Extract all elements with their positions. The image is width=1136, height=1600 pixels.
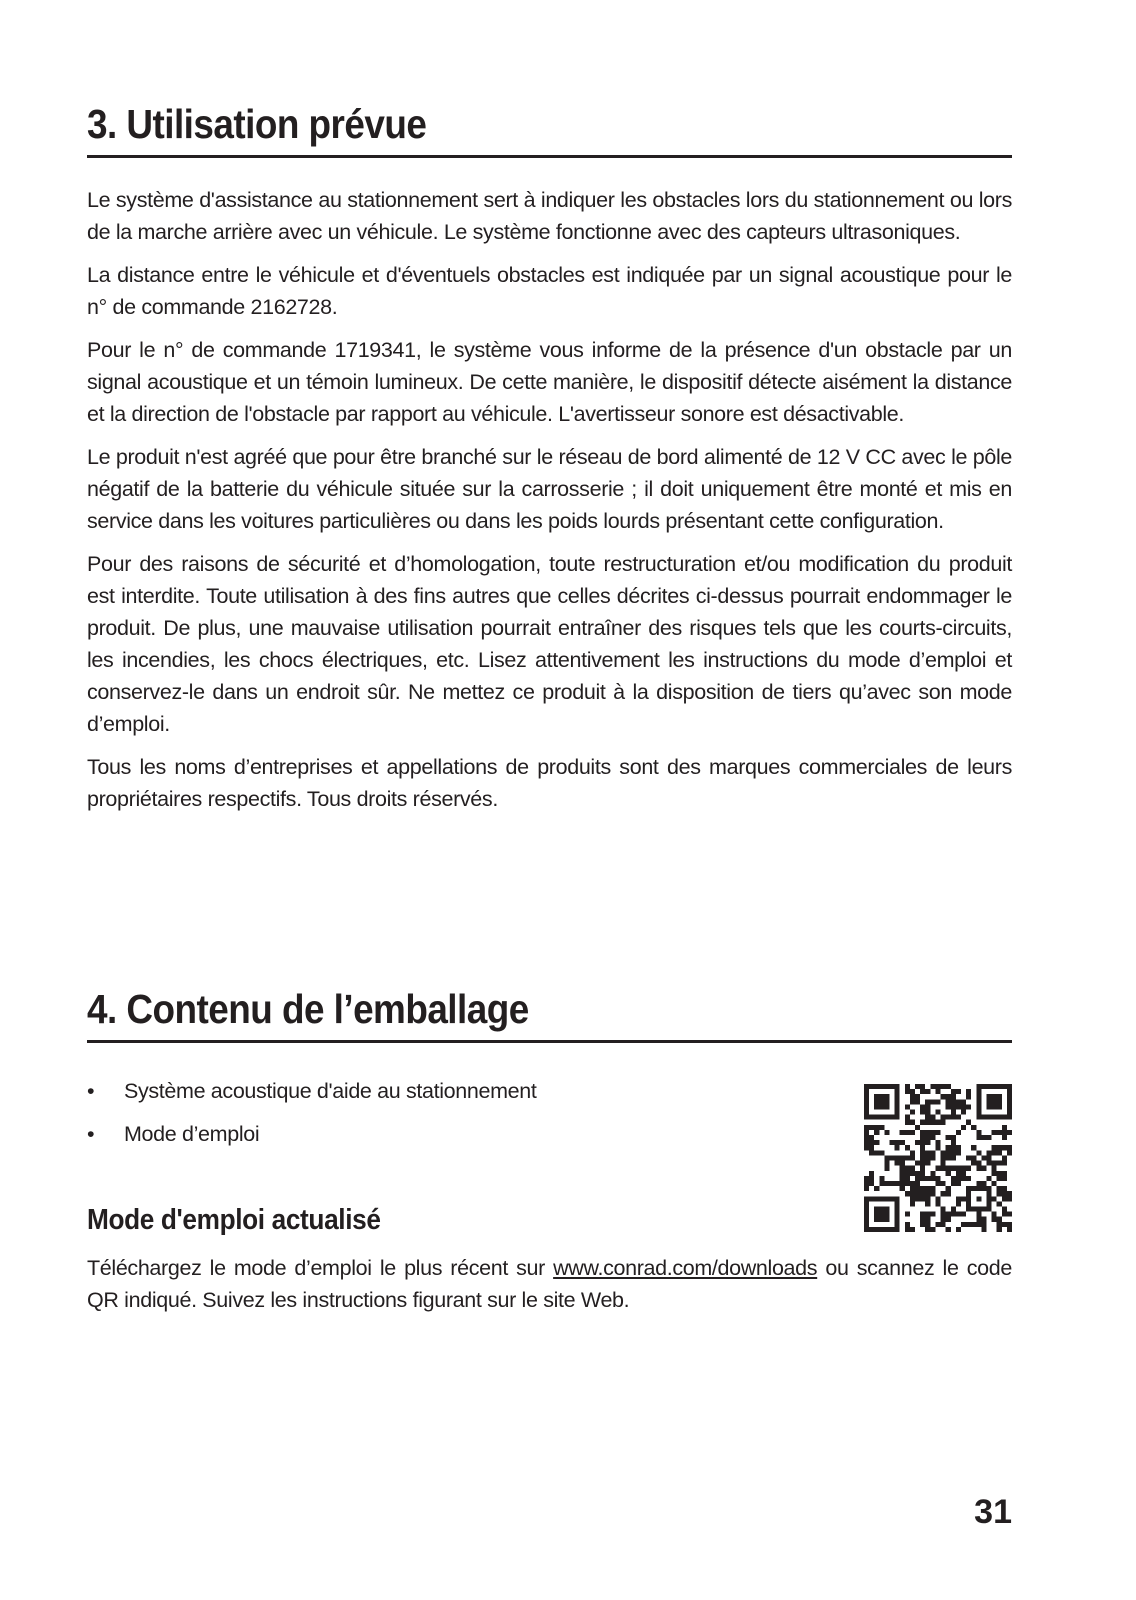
bullet-icon: • xyxy=(87,1079,95,1103)
downloads-link[interactable]: www.conrad.com/downloads xyxy=(553,1256,818,1280)
document-page xyxy=(87,0,1012,1600)
page-number: 31 xyxy=(974,1493,1012,1531)
package-contents-list xyxy=(87,1075,787,1161)
list-item-label: Mode d’emploi xyxy=(124,1122,260,1146)
updated-manual-heading: Mode d'emploi actualisé xyxy=(87,1204,381,1236)
paragraph: Pour des raisons de sécurité et d’homologation, toute restructuration et/ou modification du produit est interdite. Toute utilisation à des fins autres que celles décrites ci-dessus pourrait endommager le produit. De plus, une mauvaise utilisation pourrait entraîner des risques tels que les courts-circuits, les incendies, les chocs électriques, etc. Lisez attentivement les instructions du mode d’emploi et conservez-le dans un endroit sûr. Ne mettez ce produit à la disposition de tiers qu’avec son mode d’emploi. xyxy=(87,552,1012,736)
list-item xyxy=(87,1075,787,1107)
paragraph: La distance entre le véhicule et d'éventuels obstacles est indiquée par un signal acoustique pour le n° de commande 2162728. xyxy=(87,263,1012,319)
section-3-body xyxy=(87,184,1012,815)
paragraph: Le système d'assistance au stationnement sert à indiquer les obstacles lors du stationnement ou lors de la marche arrière avec un véhicule. Le système fonctionne avec des capteurs ultrasoniques. xyxy=(87,188,1012,244)
paragraph: Tous les noms d’entreprises et appellations de produits sont des marques commerciales de leurs propriétaires respectifs. Tous droits réservés. xyxy=(87,755,1012,811)
qr-code-icon[interactable] xyxy=(864,1084,1012,1232)
paragraph xyxy=(87,1252,1012,1316)
paragraph: Pour le n° de commande 1719341, le système vous informe de la présence d'un obstacle par un signal acoustique et un témoin lumineux. De cette manière, le dispositif détecte aisément la distance et la direction de l'obstacle par rapport au véhicule. L'avertisseur sonore est désactivable. xyxy=(87,338,1012,426)
section-3-rule xyxy=(87,155,1012,158)
download-text-after: ou scannez le code QR indiqué. Suivez les instructions figurant sur le site Web. xyxy=(87,1256,1012,1312)
section-3-title: 3. Utilisation prévue xyxy=(87,101,427,147)
section-4-title: 4. Contenu de l’emballage xyxy=(87,986,529,1032)
list-item xyxy=(87,1118,787,1150)
section-4-rule xyxy=(87,1040,1012,1043)
paragraph: Le produit n'est agréé que pour être branché sur le réseau de bord alimenté de 12 V CC avec le pôle négatif de la batterie du véhicule située sur la carrosserie ; il doit uniquement être monté et mis en service dans les voitures particulières ou dans les poids lourds présentant cette configuration. xyxy=(87,445,1012,533)
list-item-label: Système acoustique d'aide au stationnement xyxy=(124,1079,537,1103)
bullet-icon: • xyxy=(87,1122,95,1146)
download-text-before: Téléchargez le mode d’emploi le plus récent sur xyxy=(87,1256,554,1280)
download-instructions xyxy=(87,1252,1012,1316)
